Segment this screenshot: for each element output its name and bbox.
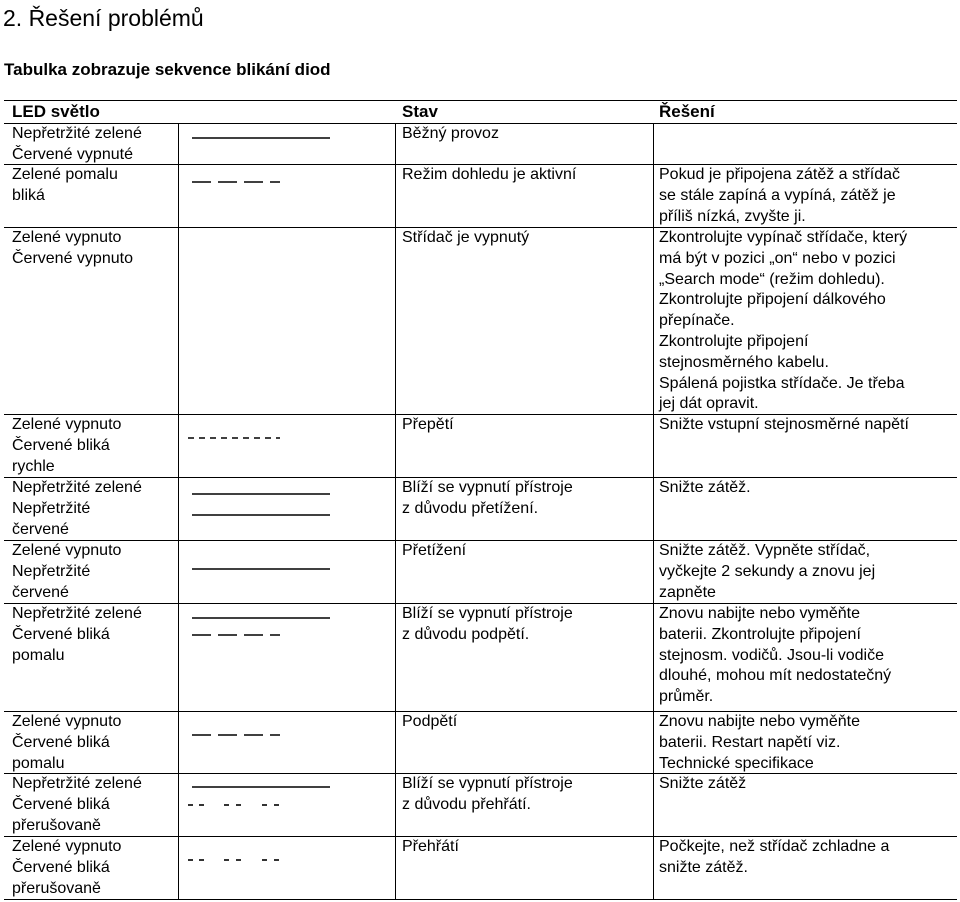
led-state-text: červené [12,583,69,601]
led-state-text: přerušovaně [12,816,101,834]
solution-text: Spálená pojistka střídače. Je třeba [659,374,905,392]
column-header-stav: Stav [402,102,438,121]
blink-sequence-pair-dash-icon [184,848,344,869]
column-divider [178,164,179,227]
status-text: Blíží se vypnutí přístroje [402,479,573,496]
led-state-text: přerušovaně [12,879,101,897]
status-text: Přetížení [402,542,467,559]
blink-sequence-pair-dash [184,848,344,869]
blink-sequence-fast-dash [184,426,344,447]
column-header-reseni: Řešení [659,102,715,121]
column-divider [653,414,654,477]
solution-text: stejnosm. vodičů. Jsou-li vodiče [659,646,884,664]
led-state-text: Červené vypnuto [12,249,133,267]
status-text: Blíží se vypnutí přístroje [402,605,573,622]
table-row [4,603,957,712]
led-state-text: Nepřetržité [12,499,91,517]
column-divider [178,414,179,477]
table-row [4,227,957,415]
blink-sequence-solid-icon [184,503,344,524]
table-caption: Tabulka zobrazuje sekvence blikání diod [4,60,331,79]
table-row [4,123,957,165]
blink-sequence-solid-icon [184,126,344,147]
table-row [4,773,957,837]
status-text: z důvodu podpětí. [402,625,530,643]
solution-text: průměr. [659,688,714,706]
column-divider [178,477,179,540]
led-state-text: pomalu [12,646,65,664]
led-state-text: Červené bliká [12,858,110,876]
solution-text: jej dát opravit. [659,395,759,413]
solution-text: zapněte [659,583,716,601]
table-row [4,540,957,604]
solution-text: Zkontrolujte připojení dálkového [659,291,886,309]
table-row [4,711,957,774]
solution-text: příliš nízká, zvyšte ji. [659,207,806,225]
solution-text: má být v pozici „on“ nebo v pozici [659,249,896,267]
solution-text: Pokud je připojena zátěž a střídač [659,166,901,183]
led-state-text: Červené bliká [12,625,110,643]
led-state-text: Zelené vypnuto [12,229,122,246]
status-text: Běžný provoz [402,125,499,142]
led-state-text: červené [12,520,69,538]
column-divider [653,711,654,773]
led-state-text: Červené bliká [12,733,110,751]
solution-text: Zkontrolujte vypínač střídače, který [659,229,908,246]
status-text: z důvodu přetížení. [402,499,539,517]
solution-text: baterii. Restart napětí viz. [659,733,841,751]
column-divider [395,477,396,540]
solution-text: se stále zapíná a vypíná, zátěž je [659,186,896,204]
column-divider [395,414,396,477]
column-divider [178,836,179,899]
led-state-text: Zelené vypnuto [12,542,122,559]
status-text: Blíží se vypnutí přístroje [402,775,573,792]
led-state-text: Červené vypnuté [12,145,133,163]
blink-sequence-solid-icon [184,557,344,578]
solution-text: Počkejte, než střídač zchladne a [659,838,890,855]
blink-sequence-long-dash-icon [184,723,344,744]
status-text: Režim dohledu je aktivní [402,166,577,183]
column-divider [395,123,396,164]
column-divider [395,711,396,773]
status-text: Přehřátí [402,838,459,855]
status-text: Střídač je vypnutý [402,229,530,246]
column-divider [653,773,654,836]
solution-text: Znovu nabijte nebo vyměňte [659,605,861,622]
led-state-text: Nepřetržité zelené [12,775,142,792]
solution-text: snižte zátěž. [659,858,748,876]
status-text: Přepětí [402,416,454,433]
column-divider [653,540,654,603]
led-state-text: Zelené vypnuto [12,416,122,433]
blink-sequence-long-dash-icon [184,170,344,191]
column-divider [395,836,396,899]
blink-sequence-solid [184,126,344,147]
solution-text: stejnosměrného kabelu. [659,353,829,371]
blink-sequence-solid [184,557,344,578]
column-divider [395,227,396,414]
solution-text: vyčkejte 2 sekundy a znovu jej [659,562,876,580]
solution-text: Snižte zátěž [659,775,747,792]
column-divider [395,540,396,603]
column-divider [653,123,654,164]
solution-text: Technické specifikace [659,754,814,772]
led-state-text: Zelené pomalu [12,166,118,183]
page-heading: 2. Řešení problémů [3,5,204,31]
blink-sequence-solid [184,482,344,503]
led-state-text: Nepřetržité [12,562,91,580]
blink-sequence-pair-dash [184,793,344,814]
led-state-text: Nepřetržité zelené [12,125,142,142]
solution-text: dlouhé, mohou mít nedostatečný [659,667,892,685]
led-state-text: bliká [12,186,45,204]
solution-text: Snižte zátěž. [659,479,751,496]
blink-sequence-pair-dash-icon [184,793,344,814]
status-text: z důvodu přehřátí. [402,795,531,813]
blink-sequence-long-dash [184,170,344,191]
led-state-text: rychle [12,457,55,475]
led-state-text: Nepřetržité zelené [12,605,142,622]
table-row [4,414,957,478]
led-state-text: Zelené vypnuto [12,713,122,730]
column-divider [653,836,654,899]
column-divider [395,603,396,711]
column-divider [178,227,179,414]
column-divider [395,773,396,836]
blink-sequence-fast-dash-icon [184,426,344,447]
solution-text: „Search mode“ (režim dohledu). [659,270,885,288]
table-header-row [4,100,957,124]
column-divider [653,477,654,540]
solution-text: Zkontrolujte připojení [659,333,809,350]
blink-sequence-solid-icon [184,482,344,503]
blink-sequence-long-dash [184,723,344,744]
status-text: Podpětí [402,713,458,730]
column-divider [395,164,396,227]
led-state-text: Zelené vypnuto [12,838,122,855]
column-divider [653,603,654,711]
solution-text: Snižte zátěž. Vypněte střídač, [659,542,871,559]
led-state-text: pomalu [12,754,65,772]
column-divider [178,773,179,836]
column-divider [178,123,179,164]
solution-text: Snižte vstupní stejnosměrné napětí [659,416,909,433]
table-row [4,836,957,900]
table-row [4,164,957,228]
blink-sequence-long-dash [184,623,344,644]
led-state-text: Nepřetržité zelené [12,479,142,496]
solution-text: baterii. Zkontrolujte připojení [659,625,861,643]
solution-text: přepínače. [659,312,735,330]
led-state-text: Červené bliká [12,795,110,813]
column-header-led: LED světlo [12,102,100,121]
column-divider [178,540,179,603]
blink-sequence-long-dash-icon [184,623,344,644]
column-divider [653,164,654,227]
column-divider [178,603,179,711]
solution-text: Znovu nabijte nebo vyměňte [659,713,861,730]
led-state-text: Červené bliká [12,436,110,454]
column-divider [178,711,179,773]
column-divider [653,227,654,414]
blink-sequence-solid [184,503,344,524]
table-row [4,477,957,541]
